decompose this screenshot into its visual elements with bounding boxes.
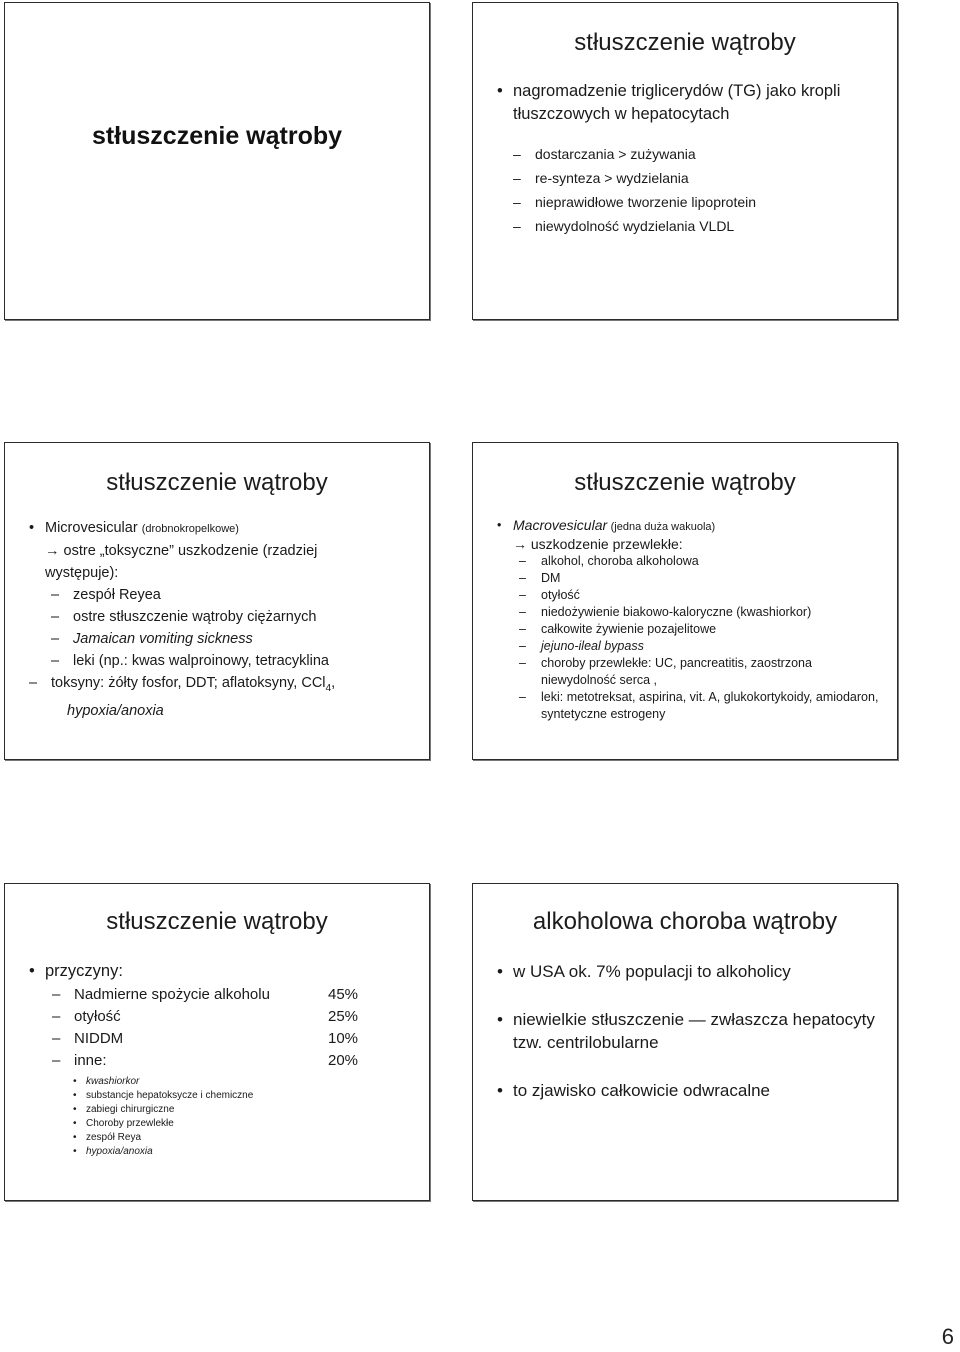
list-item: – dostarczania > zużywania <box>513 142 883 166</box>
list-item: – alkohol, choroba alkoholowa <box>519 553 883 570</box>
list-item: • hypoxia/anoxia <box>72 1145 415 1159</box>
list-item: • kwashiorkor <box>72 1075 415 1089</box>
list-item: – re-synteza > wydzielania <box>513 166 883 190</box>
cause-row <box>52 984 415 1006</box>
slide-6 <box>472 883 898 1201</box>
slide-3-bullet <box>27 517 415 540</box>
arrow-line-cont: występuje): <box>45 565 119 581</box>
cause-value: 10% <box>328 1030 359 1047</box>
list-item: • Choroby przewlekłe <box>72 1117 415 1131</box>
slide-3 <box>4 442 430 760</box>
cause-value: 25% <box>328 1008 359 1025</box>
list-item: – ostre stłuszczenie wątroby ciężarnych <box>51 606 415 628</box>
slide-2-sublist <box>495 142 883 238</box>
toxins-item <box>29 672 415 700</box>
cause-label: – inne: <box>74 1052 107 1069</box>
arrow-text: uszkodzenie przewlekłe: <box>530 536 683 552</box>
list-item: – niedożywienie biakowo-kaloryczne (kwashiorkor) <box>519 604 883 621</box>
list-item: • zabiegi chirurgiczne <box>72 1103 415 1117</box>
slide-5-rows <box>27 984 415 1072</box>
list-item: – otyłość <box>519 587 883 604</box>
slide-4-sublist <box>495 553 883 723</box>
cause-label: – Nadmierne spożycie alkoholu <box>74 986 270 1003</box>
cause-row <box>52 1028 415 1050</box>
arrow-text: ostre „toksyczne” uszkodzenie (rzadziej <box>63 543 318 559</box>
cause-row <box>52 1006 415 1028</box>
bullet-main: Macrovesicular <box>513 517 608 533</box>
slide-6-bullet: • to zjawisko całkowicie odwracalne <box>495 1079 883 1102</box>
list-item: – całkowite żywienie pozajelitowe <box>519 621 883 638</box>
slide-4-content <box>495 517 883 723</box>
slide-6-title: alkoholowa choroba wątroby <box>532 908 838 935</box>
slide-4 <box>472 442 898 760</box>
list-item: – zespół Reyea <box>51 584 415 606</box>
slide-6-bullet: • niewielkie stłuszczenie — zwłaszcza hepatocyty tzw. centrilobularne <box>495 1008 883 1054</box>
slide-5-bullet: • przyczyny: <box>27 960 415 982</box>
list-item: • substancje hepatoksycze i chemiczne <box>72 1089 415 1103</box>
toxins-text-b: , <box>331 675 336 691</box>
toxins-cont: hypoxia/anoxia <box>67 702 164 719</box>
arrow-icon: → <box>45 543 60 559</box>
bullet-note: (jedna duża wakuola) <box>610 521 716 533</box>
slide-2-content <box>495 80 883 238</box>
list-item: – leki (np.: kwas walproinowy, tetracyklina <box>51 650 415 672</box>
page-number: 6 <box>941 1324 954 1349</box>
slide-1-title: stłuszczenie wątroby <box>91 122 343 150</box>
list-item: – nieprawidłowe tworzenie lipoprotein <box>513 190 883 214</box>
slide-2-bullet: • nagromadzenie triglicerydów (TG) jako kropli tłuszczowych w hepatocytach <box>495 80 883 126</box>
arrow-line <box>27 540 415 562</box>
list-item: • zespół Reya <box>72 1131 415 1145</box>
slide-5 <box>4 883 430 1201</box>
cause-label: – otyłość <box>74 1008 121 1025</box>
slide-2 <box>472 2 898 320</box>
toxins-sub: 4 <box>325 682 332 694</box>
list-item: – niewydolność wydzielania VLDL <box>513 214 883 238</box>
list-item: – leki: metotreksat, aspirina, vit. A, glukokortykoidy, amiodaron, syntetyczne estrogeny <box>519 689 883 723</box>
slide-3-title: stłuszczenie wątroby <box>106 469 328 496</box>
slide-2-title: stłuszczenie wątroby <box>574 29 796 56</box>
list-item: – DM <box>519 570 883 587</box>
arrow-line <box>495 536 883 553</box>
slide-3-content <box>27 517 415 722</box>
other-causes-list <box>27 1075 415 1159</box>
bullet-main: Microvesicular <box>45 520 138 536</box>
slide-5-content <box>27 960 415 1159</box>
list-item: – Jamaican vomiting sickness <box>51 628 415 650</box>
toxins-text: toksyny: żółty fosfor, DDT; aflatoksyny, CCl <box>51 675 326 691</box>
bullet-note: (drobnokropelkowe) <box>141 523 239 535</box>
cause-row <box>52 1050 415 1072</box>
cause-value: 20% <box>328 1052 359 1069</box>
list-item: – choroby przewlekłe: UC, pancreatitis, zaostrzona niewydolność serca , <box>519 655 883 689</box>
slide-4-bullet <box>495 517 883 536</box>
slide-5-title: stłuszczenie wątroby <box>106 908 328 935</box>
slide-6-bullet: • w USA ok. 7% populacji to alkoholicy <box>495 960 883 983</box>
cause-label: – NIDDM <box>74 1030 124 1047</box>
list-item: – jejuno-ileal bypass <box>519 638 883 655</box>
arrow-icon: → <box>513 536 527 552</box>
slide-3-sublist <box>27 584 415 672</box>
slide-1 <box>4 2 430 320</box>
slide-4-title: stłuszczenie wątroby <box>574 469 796 496</box>
cause-value: 45% <box>328 986 359 1003</box>
slide-6-content <box>495 960 883 1127</box>
